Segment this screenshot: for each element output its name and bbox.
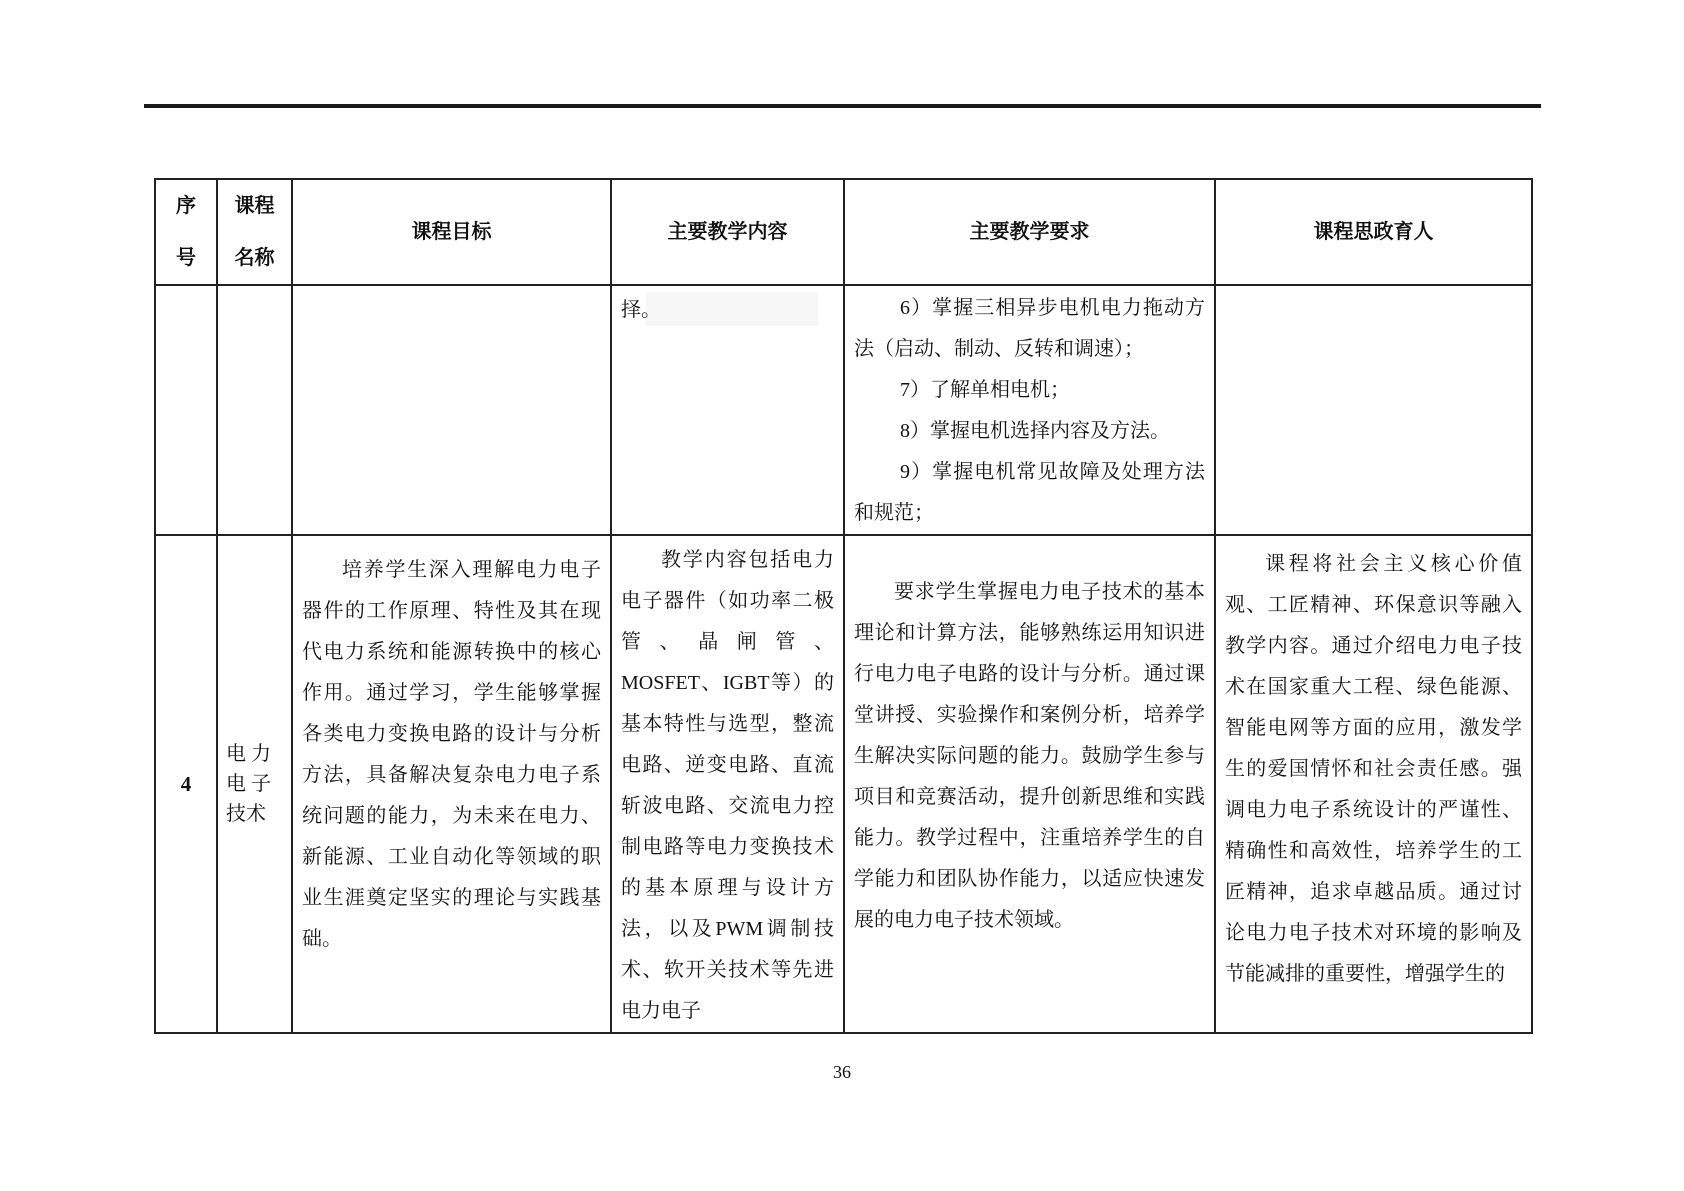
course-name-line2: 电 子 bbox=[226, 773, 271, 795]
course-name-line3: 技术 bbox=[226, 803, 266, 825]
table-row-course-4 bbox=[155, 535, 1532, 1033]
course-name-line1: 电 力 bbox=[226, 743, 271, 765]
course-table bbox=[154, 178, 1533, 1034]
course-objectives-text: 培养学生深入理解电力电子器件的工作原理、特性及其在现代电力系统和能源转换中的核心作用。通过学习，学生能够掌握各类电力变换电路的设计与分析方法，具备解决复杂电力电子系统问题的能力，为未来在电力、新能源、工业自动化等领域的职业生涯奠定坚实的理论与实践基础。 bbox=[302, 559, 601, 950]
header-seq-line2: 号 bbox=[176, 247, 196, 269]
cont-cell-ideology-empty bbox=[1215, 285, 1532, 535]
header-rule-line bbox=[144, 104, 1541, 108]
course-teaching-requirements-cell bbox=[844, 535, 1215, 1033]
header-cell-course-name bbox=[217, 179, 292, 285]
cont-cell-seq-empty bbox=[155, 285, 217, 535]
header-cell-objectives: 课程目标 bbox=[292, 179, 611, 285]
header-cell-teaching-requirements: 主要教学要求 bbox=[844, 179, 1215, 285]
table-row-continuation bbox=[155, 285, 1532, 535]
course-teaching-requirements-text: 要求学生掌握电力电子技术的基本理论和计算方法，能够熟练运用知识进行电力电子电路的设计与分析。通过课堂讲授、实验操作和案例分析，培养学生解决实际问题的能力。鼓励学生参与项目和竞赛活动，提升创新思维和实践能力。教学过程中，注重培养学生的自学能力和团队协作能力，以适应快速发展的电力电子技术领域。 bbox=[854, 581, 1205, 931]
header-course-name-line1: 课程 bbox=[234, 195, 275, 217]
cont-cell-teaching-requirements bbox=[844, 285, 1215, 535]
requirement-item-6: 6）掌握三相异步电机电力拖动方法（启动、制动、反转和调速）； bbox=[854, 297, 1205, 360]
course-ideology-cell bbox=[1215, 535, 1532, 1033]
header-course-name-line2: 名称 bbox=[234, 247, 275, 269]
course-objectives-cell bbox=[292, 535, 611, 1033]
header-seq-line1: 序 bbox=[176, 195, 196, 217]
course-seq-number: 4 bbox=[155, 535, 217, 1033]
course-name-cell bbox=[217, 535, 292, 1033]
cont-cell-teaching-content bbox=[611, 285, 844, 535]
requirement-item-8: 8）掌握电机选择内容及方法。 bbox=[900, 420, 1170, 442]
header-cell-ideology: 课程思政育人 bbox=[1215, 179, 1532, 285]
course-teaching-content-cell bbox=[611, 535, 844, 1033]
course-ideology-text: 课程将社会主义核心价值观、工匠精神、环保意识等融入教学内容。通过介绍电力电子技术在国家重大工程、绿色能源、智能电网等方面的应用，激发学生的爱国情怀和社会责任感。强调电力电子系统设计的严谨性、精确性和高效性，培养学生的工匠精神，追求卓越品质。通过讨论电力电子技术对环境的影响及节能减排的重要性，增强学生的 bbox=[1225, 553, 1522, 985]
page-number: 36 bbox=[833, 1062, 851, 1082]
cont-cell-course-name-empty bbox=[217, 285, 292, 535]
requirement-item-7: 7）了解单相电机； bbox=[900, 379, 1070, 401]
header-cell-seq bbox=[155, 179, 217, 285]
table-header-row bbox=[155, 179, 1532, 285]
course-teaching-content-text: 教学内容包括电力电子器件（如功率二极管、晶闸管、MOSFET、IGBT等）的基本特性与选型，整流电路、逆变电路、直流斩波电路、交流电力控制电路等电力变换技术的基本原理与设计方法，以及PWM调制技术、软开关技术等先进电力电子 bbox=[621, 549, 834, 1022]
cont-cell-objectives-empty bbox=[292, 285, 611, 535]
requirement-item-9: 9）掌握电机常见故障及处理方法和规范； bbox=[854, 461, 1205, 524]
header-cell-teaching-content: 主要教学内容 bbox=[611, 179, 844, 285]
teaching-content-fragment: 择。 bbox=[621, 299, 661, 321]
